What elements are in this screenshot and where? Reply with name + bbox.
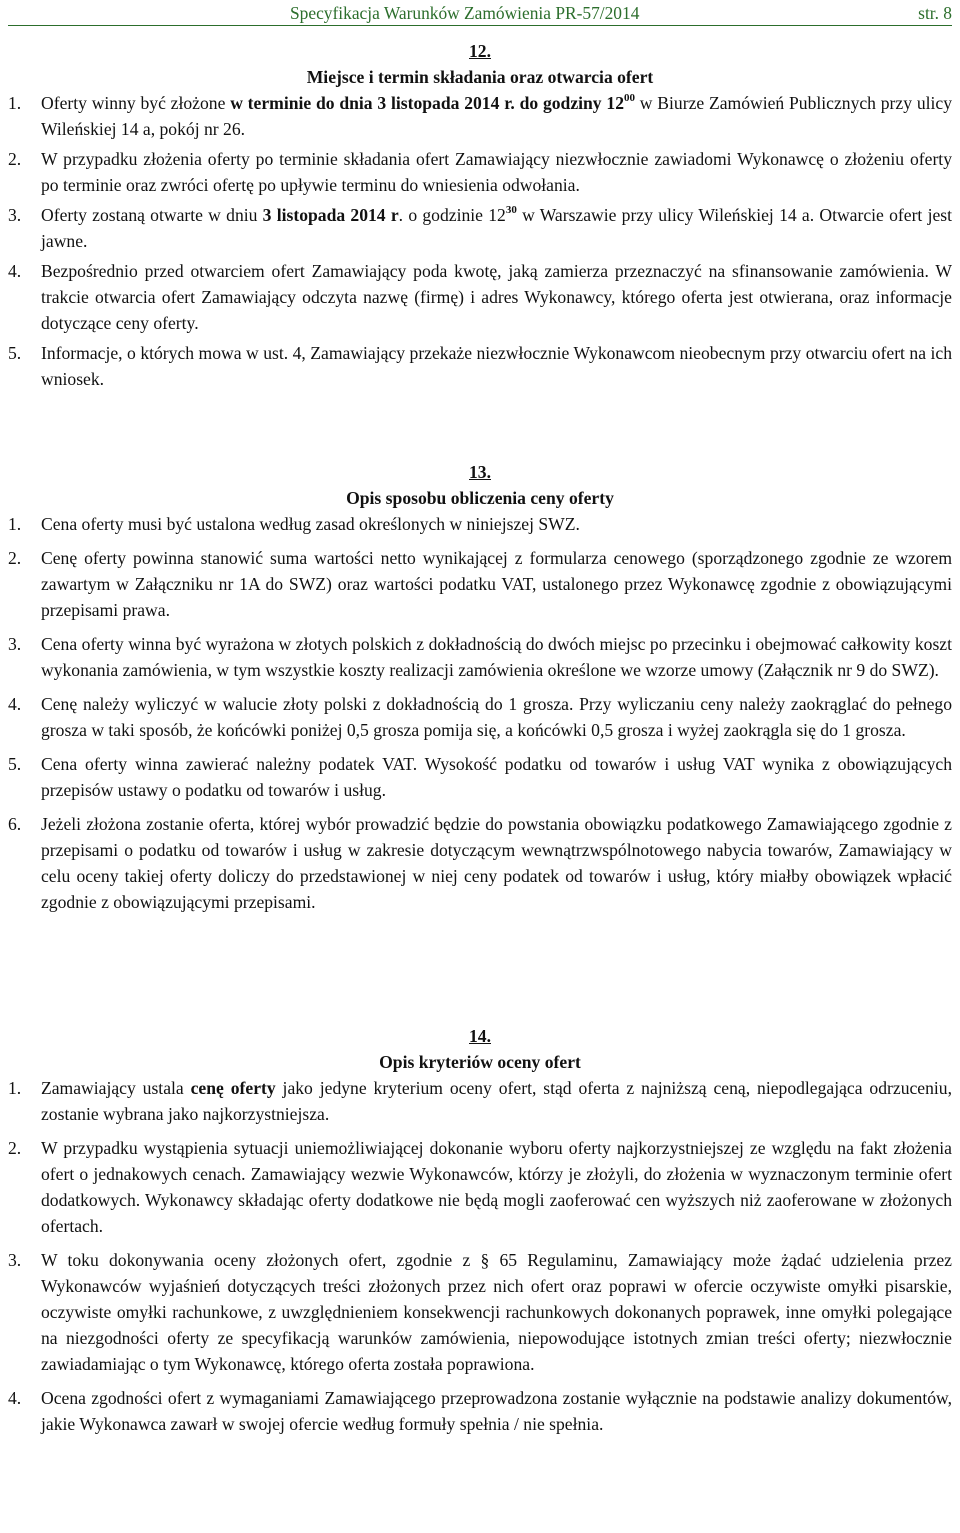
list-item bbox=[0, 340, 960, 392]
list-item-text: Cena oferty winna być wyrażona w złotych polskich z dokładnością do dwóch miejsc po przecinku i obejmować całkowity koszt wykonania zamówienia, w tym wszystkie koszty realizacji zamówienia określone we wzorze umowy (Załącznik nr 9 do SWZ). bbox=[41, 634, 952, 680]
list-item-number: 1. bbox=[8, 1078, 22, 1098]
list-item-number: 1. bbox=[8, 93, 22, 113]
section-number: 14. bbox=[469, 1026, 491, 1046]
section-title: Opis sposobu obliczenia ceny oferty bbox=[346, 488, 614, 508]
list-item bbox=[0, 811, 960, 915]
list-item bbox=[0, 258, 960, 336]
list-item-text: Oferty winny być złożone w terminie do dnia 3 listopada 2014 r. do godziny $12^{00}$ w Biurze Zamówień Publicznych przy ulicy Wileńskiej 14 a, pokój nr 26. bbox=[41, 92, 952, 139]
section-items bbox=[0, 511, 960, 915]
list-item-number: 5. bbox=[8, 754, 22, 774]
list-item-number: 2. bbox=[8, 548, 22, 568]
section-number: 12. bbox=[469, 41, 491, 61]
list-item-text: Cena oferty winna zawierać należny podatek VAT. Wysokość podatku od towarów i usług VAT wynika z obowiązujących przepisów ustawy o podatku od towarów i usług. bbox=[41, 754, 952, 800]
list-item-text: Cena oferty musi być ustalona według zasad określonych w niniejszej SWZ. bbox=[41, 514, 580, 534]
list-item-number: 1. bbox=[8, 514, 22, 534]
section-14 bbox=[0, 1023, 960, 1437]
list-item-text: Oferty zostaną otwarte w dniu 3 listopada 2014 r. o godzinie $12^{30}$ w Warszawie przy ulicy Wileńskiej 14 a. Otwarcie ofert jest jawne. bbox=[41, 204, 953, 251]
header-divider bbox=[8, 25, 952, 26]
list-item-number: 4. bbox=[8, 261, 22, 281]
list-item bbox=[0, 1075, 960, 1127]
list-item-text: Cenę należy wyliczyć w walucie złoty polski z dokładnością do 1 grosza. Przy wyliczaniu ceny należy zaokrąglać do pełnego grosza w taki sposób, że końcówki poniżej 0,5 grosza pomija się, a końcówki 0,5 grosza i wyżej zaokrągla się do 1 grosza. bbox=[41, 694, 952, 740]
list-item-text: Jeżeli złożona zostanie oferta, której wybór prowadzić będzie do powstania obowiązku podatkowego Zamawiającego zgodnie z przepisami o podatku od towarów i usług w zakresie dotyczącym wewnątrzwspólnotowego nabycia towarów, Zamawiający w celu oceny takiej oferty doliczy do przedstawionej w niej ceny podatek od towarów i usług, który miałby obowiązek wpłacić zgodnie z obowiązującymi przepisami. bbox=[41, 814, 952, 912]
list-item-text: W przypadku wystąpienia sytuacji uniemożliwiającej dokonanie wyboru oferty najkorzystniejszej ze względu na fakt złożenia ofert o jednakowych cenach. Zamawiający wezwie Wykonawców, którzy je złożyli, do złożenia w wyznaczonym terminie ofert dodatkowych. Wykonawcy składając oferty dodatkowe nie będą mogli zaoferować cen wyższych niż zaoferowane w złożonych ofertach. bbox=[41, 1138, 952, 1236]
section-items bbox=[0, 90, 960, 392]
section-12 bbox=[0, 38, 960, 392]
list-item-number: 5. bbox=[8, 343, 22, 363]
section-13 bbox=[0, 459, 960, 915]
list-item-number: 3. bbox=[8, 1250, 22, 1270]
list-item-number: 2. bbox=[8, 1138, 22, 1158]
list-item bbox=[0, 90, 960, 142]
list-item bbox=[0, 1247, 960, 1377]
list-item bbox=[0, 751, 960, 803]
list-item-text: Zamawiający ustala cenę oferty jako jedyne kryterium oceny ofert, stąd oferta z najniższą ceną, niepodlegająca odrzuceniu, zostanie wybrana jako najkorzystniejsza. bbox=[41, 1078, 952, 1124]
header-title: Specyfikacja Warunków Zamówienia PR-57/2014 bbox=[290, 3, 640, 23]
list-item bbox=[0, 545, 960, 623]
list-item bbox=[0, 511, 960, 537]
list-item-number: 3. bbox=[8, 634, 22, 654]
list-item-text: W toku dokonywania oceny złożonych ofert, zgodnie z § 65 Regulaminu, Zamawiający może żądać udzielenia przez Wykonawców wyjaśnień dotyczących treści złożonych przez nich ofert oraz poprawi w ofercie oczywiste omyłki pisarskie, oczywiste omyłki rachunkowe, z uwzględnieniem konsekwencji rachunkowych dokonanych poprawek, inne omyłki polegające na niezgodności oferty ze specyfikacją warunków zamówienia, niepowodujące istotnych zmian treści oferty; niezwłocznie zawiadamiając o tym Wykonawcę, którego oferta została poprawiona. bbox=[41, 1250, 952, 1374]
list-item-number: 2. bbox=[8, 149, 22, 169]
list-item bbox=[0, 691, 960, 743]
section-number: 13. bbox=[469, 462, 491, 482]
header-page-number: str. 8 bbox=[918, 3, 952, 23]
list-item-text: Ocena zgodności ofert z wymaganiami Zamawiającego przeprowadzona zostanie wyłącznie na podstawie analizy dokumentów, jakie Wykonawca zawarł w swojej ofercie według formuły spełnia / nie spełnia. bbox=[41, 1388, 952, 1434]
list-item-text: Informacje, o których mowa w ust. 4, Zamawiający przekaże niezwłocznie Wykonawcom nieobecnym przy otwarciu ofert na ich wniosek. bbox=[41, 343, 952, 389]
list-item-number: 3. bbox=[8, 205, 22, 225]
page-header bbox=[0, 0, 960, 26]
list-item bbox=[0, 146, 960, 198]
section-title: Miejsce i termin składania oraz otwarcia ofert bbox=[306, 67, 654, 87]
list-item bbox=[0, 631, 960, 683]
list-item-number: 4. bbox=[8, 1388, 22, 1408]
list-item-text: Bezpośrednio przed otwarciem ofert Zamawiający poda kwotę, jaką zamierza przeznaczyć na sfinansowanie zamówienia. W trakcie otwarcia ofert Zamawiający odczyta nazwę (firmę) i adres Wykonawcy, którego oferta jest otwierana, oraz informacje dotyczące ceny oferty. bbox=[41, 261, 952, 333]
list-item-number: 4. bbox=[8, 694, 22, 714]
section-items bbox=[0, 1075, 960, 1437]
list-item-number: 6. bbox=[8, 814, 22, 834]
list-item bbox=[0, 202, 960, 254]
list-item-text: W przypadku złożenia oferty po terminie składania ofert Zamawiający niezwłocznie zawiadomi Wykonawcę o złożeniu oferty po terminie oraz zwróci ofertę po upływie terminu do wniesienia odwołania. bbox=[41, 149, 952, 195]
list-item bbox=[0, 1135, 960, 1239]
list-item bbox=[0, 1385, 960, 1437]
section-title: Opis kryteriów oceny ofert bbox=[379, 1052, 581, 1072]
list-item-text: Cenę oferty powinna stanowić suma wartości netto wynikającej z formularza cenowego (sporządzonego zgodnie ze wzorem zawartym w Załączniku nr 1A do SWZ) oraz wartości podatku VAT, ustalonego przez Wykonawcę zgodnie z obowiązującymi przepisami prawa. bbox=[41, 548, 952, 620]
